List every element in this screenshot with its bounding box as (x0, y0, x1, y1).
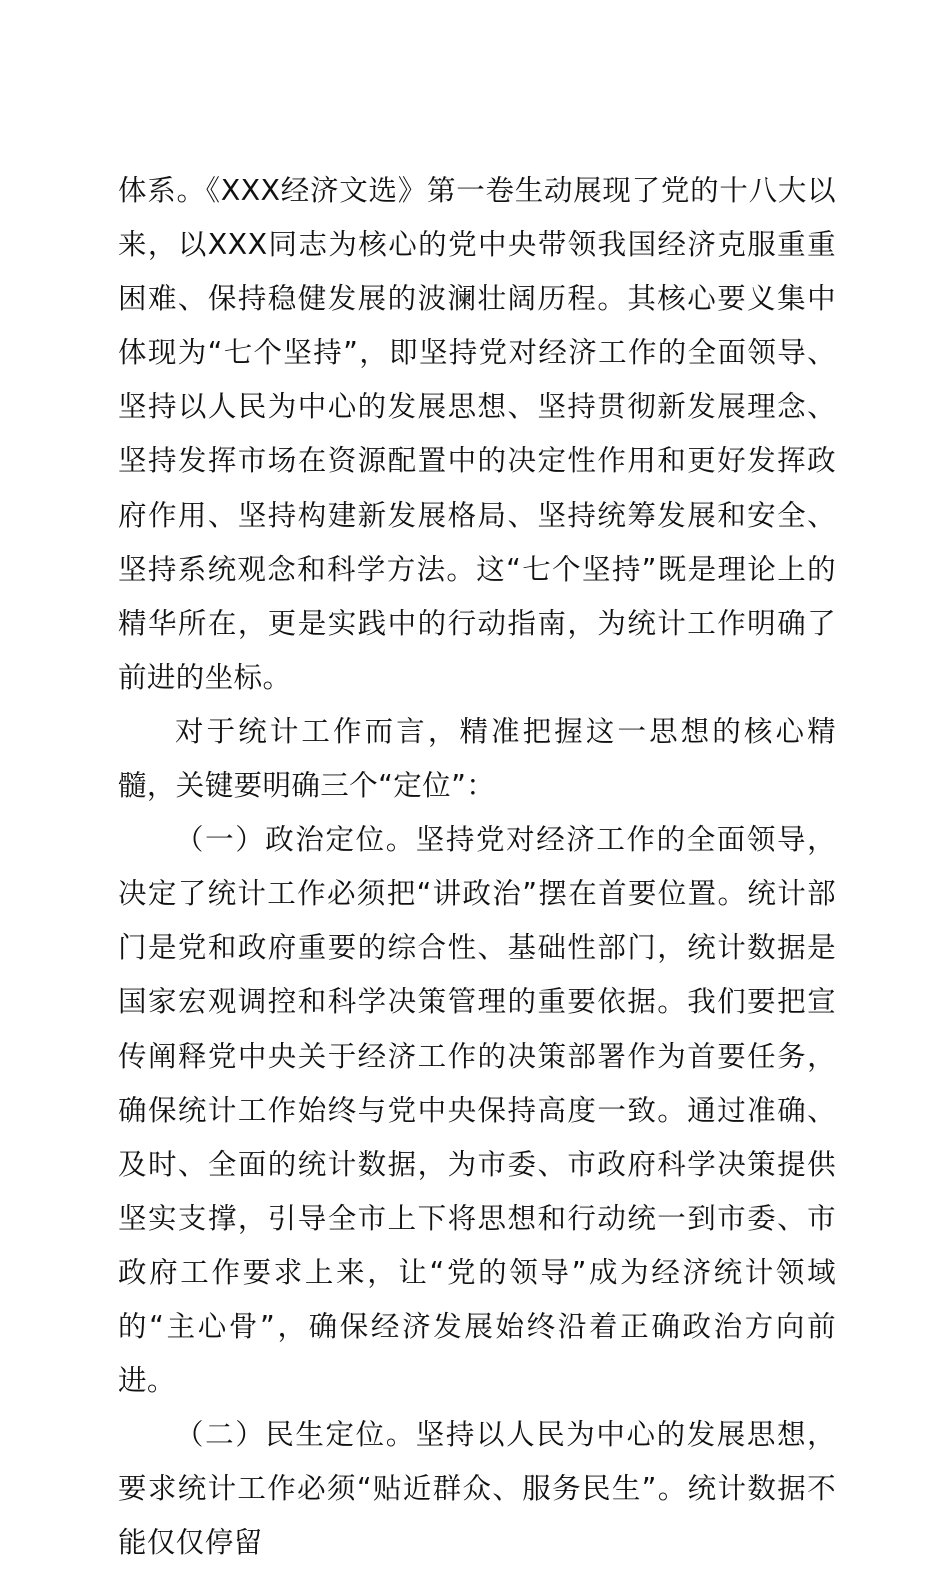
paragraph-political-positioning: （一）政治定位。坚持党对经济工作的全面领导，决定了统计工作必须把“讲政治”摆在首要位置。统计部门是党和政府重要的综合性、基础性部门，统计数据是国家宏观调控和科学决策管理的重要依据。我们要把宣传阐释党中央关于经济工作的决策部署作为首要任务，确保统计工作始终与党中央保持高度一致。通过准确、及时、全面的统计数据，为市委、市政府科学决策提供坚实支撑，引导全市上下将思想和行动统一到市委、市政府工作要求上来，让“党的领导”成为经济统计领域的“主心骨”，确保经济发展始终沿着正确政治方向前进。 (118, 823, 836, 1398)
paragraph-livelihood-positioning: （二）民生定位。坚持以人民为中心的发展思想，要求统计工作必须“贴近群众、服务民生”。统计数据不能仅仅停留 (118, 1418, 836, 1560)
document-body (118, 164, 836, 1570)
paragraph-intro-three-positions: 对于统计工作而言，精准把握这一思想的核心精髓，关键要明确三个“定位”： (118, 714, 836, 803)
paragraph-continuation: 体系。《XXX经济文选》第一卷生动展现了党的十八大以来，以XXX同志为核心的党中央带领我国经济克服重重困难、保持稳健发展的波澜壮阔历程。其核心要义集中体现为“七个坚持”，即坚持党对经济工作的全面领导、坚持以人民为中心的发展思想、坚持贯彻新发展理念、坚持发挥市场在资源配置中的决定性作用和更好发挥政府作用、坚持构建新发展格局、坚持统筹发展和安全、坚持系统观念和科学方法。这“七个坚持”既是理论上的精华所在，更是实践中的行动指南，为统计工作明确了前进的坐标。 (118, 174, 836, 694)
